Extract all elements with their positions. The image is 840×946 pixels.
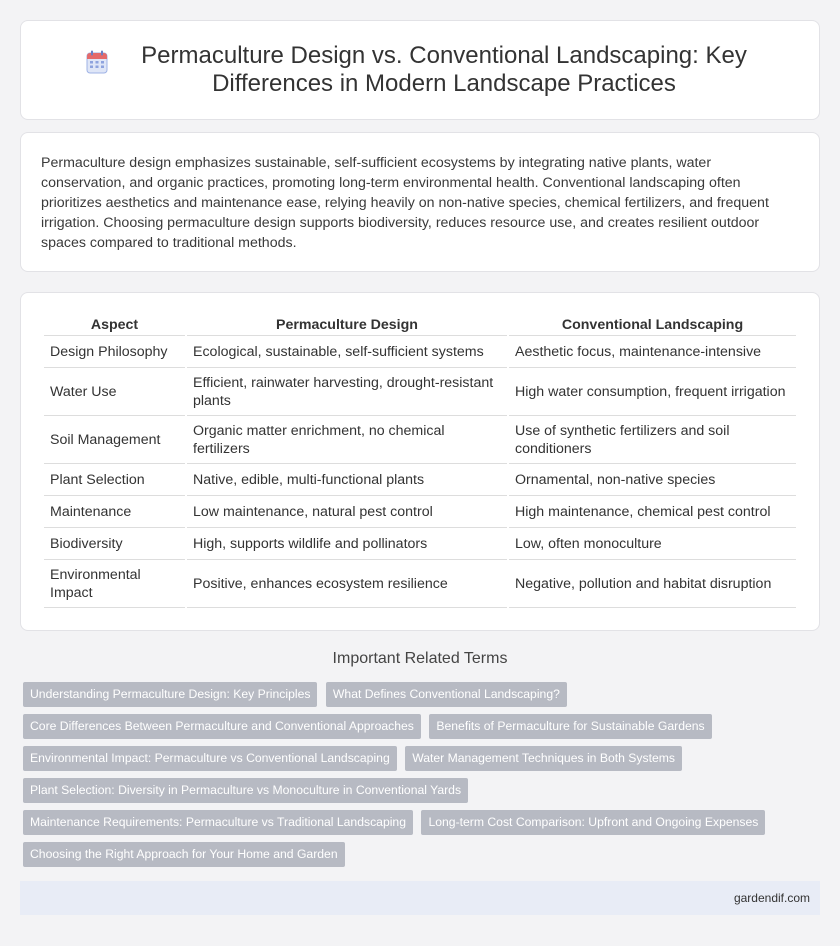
table-cell: Native, edible, multi-functional plants: [187, 464, 507, 496]
comparison-table-card: [20, 292, 820, 631]
table-row: [44, 464, 796, 496]
footer: [20, 881, 820, 915]
table-row: [44, 560, 796, 608]
table-cell: High, supports wildlife and pollinators: [187, 528, 507, 560]
table-cell: Positive, enhances ecosystem resilience: [187, 560, 507, 608]
table-cell: Low, often monoculture: [509, 528, 796, 560]
related-term-link[interactable]: What Defines Conventional Landscaping?: [326, 682, 567, 707]
column-header-aspect: Aspect: [44, 311, 185, 336]
table-cell: Ornamental, non-native species: [509, 464, 796, 496]
table-cell: Ecological, sustainable, self-sufficient systems: [187, 336, 507, 368]
related-term-link[interactable]: Maintenance Requirements: Permaculture vs Traditional Landscaping: [23, 810, 413, 835]
related-term-link[interactable]: Choosing the Right Approach for Your Home and Garden: [23, 842, 345, 867]
related-term-link[interactable]: Water Management Techniques in Both Systems: [405, 746, 682, 771]
table-cell: Environmental Impact: [44, 560, 185, 608]
table-header-row: [44, 311, 796, 336]
table-row: [44, 496, 796, 528]
table-cell: Biodiversity: [44, 528, 185, 560]
related-terms-list: [23, 682, 823, 874]
table-cell: Use of synthetic fertilizers and soil conditioners: [509, 416, 796, 464]
table-cell: High water consumption, frequent irrigation: [509, 368, 796, 416]
comparison-table: [42, 311, 798, 608]
related-term-link[interactable]: Plant Selection: Diversity in Permaculture vs Monoculture in Conventional Yards: [23, 778, 468, 803]
table-cell: Efficient, rainwater harvesting, drought-resistant plants: [187, 368, 507, 416]
table-cell: Maintenance: [44, 496, 185, 528]
related-term-link[interactable]: Benefits of Permaculture for Sustainable Gardens: [429, 714, 711, 739]
table-cell: High maintenance, chemical pest control: [509, 496, 796, 528]
footer-site-link[interactable]: gardendif.com: [733, 891, 810, 905]
related-term-link[interactable]: Understanding Permaculture Design: Key Principles: [23, 682, 317, 707]
table-cell: Plant Selection: [44, 464, 185, 496]
table-row: [44, 528, 796, 560]
table-cell: Organic matter enrichment, no chemical fertilizers: [187, 416, 507, 464]
table-cell: Soil Management: [44, 416, 185, 464]
related-term-link[interactable]: Core Differences Between Permaculture and Conventional Approaches: [23, 714, 421, 739]
table-row: [44, 368, 796, 416]
related-term-link[interactable]: Long-term Cost Comparison: Upfront and Ongoing Expenses: [421, 810, 765, 835]
column-header-conventional: Conventional Landscaping: [509, 311, 796, 336]
column-header-permaculture: Permaculture Design: [187, 311, 507, 336]
related-terms-title: Important Related Terms: [332, 650, 508, 667]
table-cell: Design Philosophy: [44, 336, 185, 368]
page-title: Permaculture Design vs. Conventional Landscaping: Key Differences in Modern Landscape Practices: [141, 42, 747, 97]
table-row: [44, 336, 796, 368]
table-cell: Aesthetic focus, maintenance-intensive: [509, 336, 796, 368]
title-card: [20, 20, 820, 120]
table-cell: Water Use: [44, 368, 185, 416]
table-cell: Negative, pollution and habitat disruption: [509, 560, 796, 608]
calendar-icon: [86, 50, 108, 74]
table-row: [44, 416, 796, 464]
intro-card: [20, 132, 820, 272]
intro-paragraph: Permaculture design emphasizes sustainable, self-sufficient ecosystems by integrating native plants, water conservation, and organic practices, promoting long-term environmental health. Conventional landscaping often prioritizes aesthetics and maintenance ease, relying heavily on non-native species, chemical fertilizers, and frequent irrigation. Choosing permaculture design supports biodiversity, reduces resource use, and creates resilient outdoor spaces compared to traditional methods.: [41, 155, 769, 251]
table-cell: Low maintenance, natural pest control: [187, 496, 507, 528]
related-term-link[interactable]: Environmental Impact: Permaculture vs Conventional Landscaping: [23, 746, 397, 771]
